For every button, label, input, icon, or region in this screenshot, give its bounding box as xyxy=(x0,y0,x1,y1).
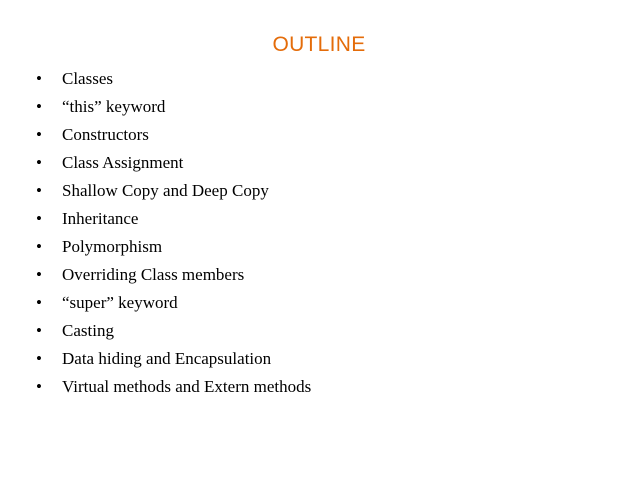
bullet-item-casting xyxy=(36,321,311,349)
slide-title: OUTLINE xyxy=(272,33,366,56)
bullet-item-this-keyword xyxy=(36,97,311,125)
bullet-text: Data hiding and Encapsulation xyxy=(62,349,272,368)
bullet-item-polymorphism xyxy=(36,237,311,265)
bullet-icon: • xyxy=(36,125,42,144)
bullet-item-inheritance xyxy=(36,209,311,237)
bullet-icon: • xyxy=(36,293,42,312)
bullet-item-data-hiding xyxy=(36,349,311,377)
bullet-text: Constructors xyxy=(62,125,149,144)
bullet-text: Classes xyxy=(62,69,113,88)
bullet-text: “super” keyword xyxy=(62,293,178,312)
bullet-item-super-keyword xyxy=(36,293,311,321)
bullet-text: Class Assignment xyxy=(62,153,184,172)
bullet-text: Casting xyxy=(62,321,114,340)
bullet-item-shallow-deep-copy xyxy=(36,181,311,209)
bullet-icon: • xyxy=(36,97,42,116)
bullet-icon: • xyxy=(36,237,42,256)
bullet-text: “this” keyword xyxy=(62,97,166,116)
bullet-icon: • xyxy=(36,377,42,396)
bullet-icon: • xyxy=(36,181,42,200)
bullet-item-classes xyxy=(36,69,311,97)
bullet-item-virtual-extern xyxy=(36,377,311,405)
bullet-item-overriding-members xyxy=(36,265,311,293)
bullet-text: Inheritance xyxy=(62,209,139,228)
bullet-text: Polymorphism xyxy=(62,237,163,256)
bullet-item-class-assignment xyxy=(36,153,311,181)
bullet-icon: • xyxy=(36,349,42,368)
bullet-text: Shallow Copy and Deep Copy xyxy=(62,181,269,200)
bullet-icon: • xyxy=(36,209,42,228)
bullet-icon: • xyxy=(36,153,42,172)
bullet-list xyxy=(36,69,311,405)
bullet-icon: • xyxy=(36,321,42,340)
bullet-icon: • xyxy=(36,69,42,88)
bullet-item-constructors xyxy=(36,125,311,153)
bullet-text: Overriding Class members xyxy=(62,265,245,284)
bullet-text: Virtual methods and Extern methods xyxy=(62,377,312,396)
bullet-icon: • xyxy=(36,265,42,284)
